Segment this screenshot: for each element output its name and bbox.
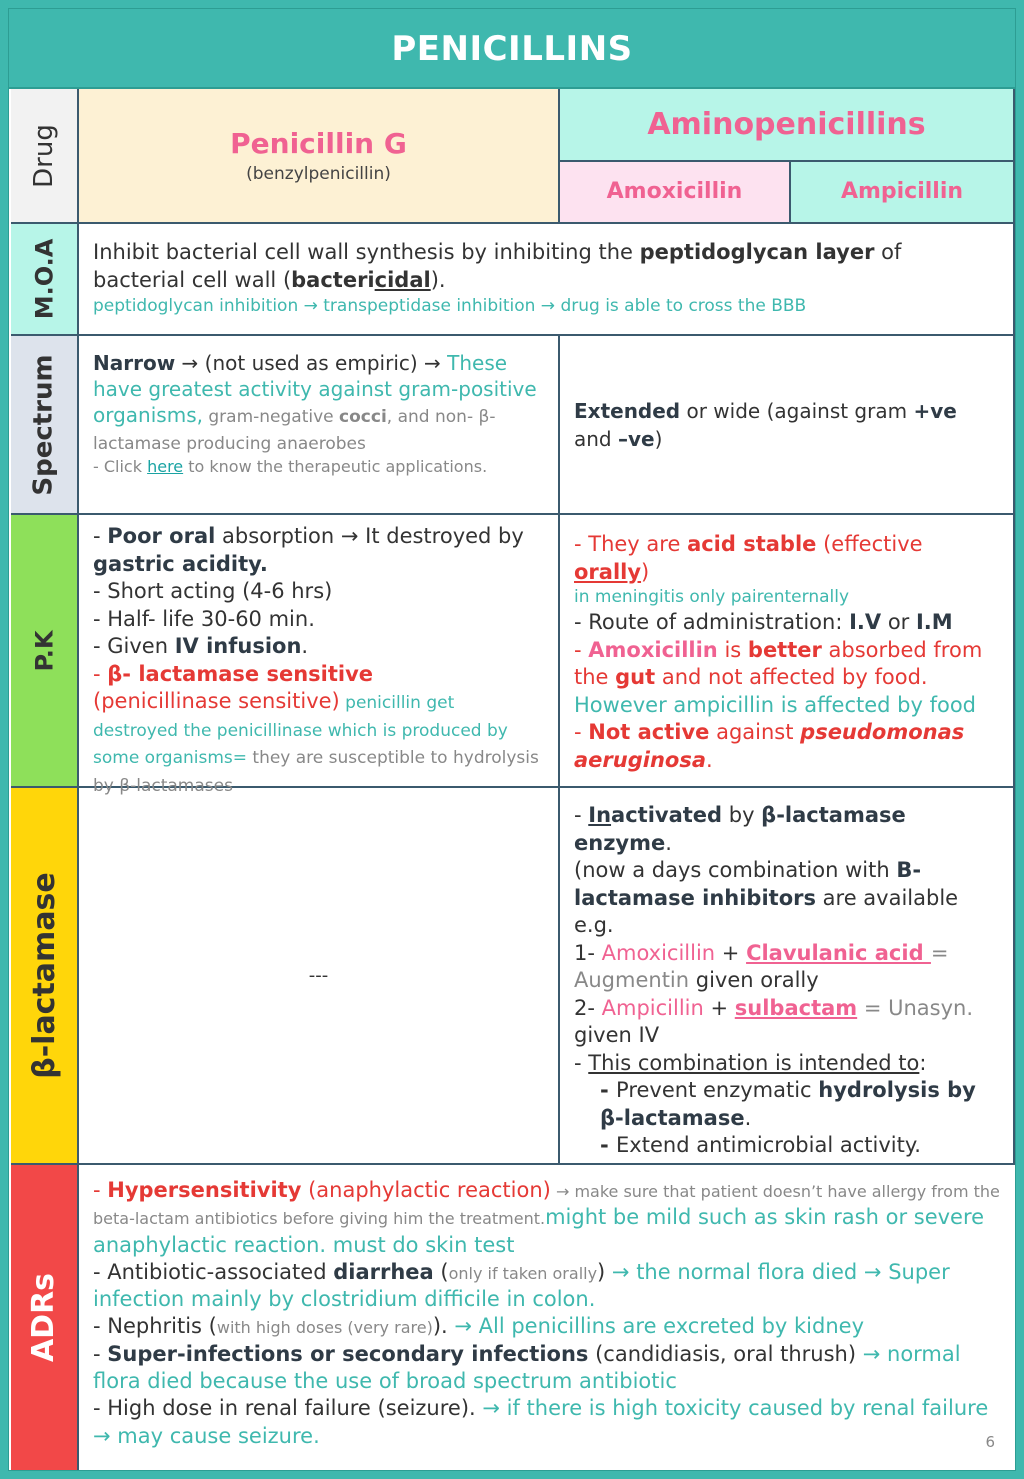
pk-not-active: Not active [588, 720, 710, 744]
pk-penicillin-g [79, 515, 560, 796]
pk-r5e: . [706, 747, 713, 772]
pk-pseudomonas: pseudomonas aeruginosa [574, 720, 965, 772]
adr-2a: - Antibiotic-associated [93, 1259, 334, 1284]
row-label-drug [11, 89, 79, 224]
adr-anaphylactic: (anaphylactic reaction) [301, 1178, 551, 1202]
bl-r3a: 1- [574, 940, 602, 965]
spectrum-right-2: and [574, 426, 618, 451]
pk-r1a: - They are [574, 532, 688, 556]
bl-r1a: - [574, 803, 589, 827]
pk-blactamase-sensitive: β- lactamase sensitive [107, 661, 374, 686]
bl-5 [574, 1050, 999, 1078]
adr-4c: (candidiasis, oral thrush) [588, 1341, 857, 1366]
spectrum-right-1: or wide (against gram [680, 398, 914, 423]
blactamase-dashes: --- [308, 965, 329, 986]
pk-l1a: - [93, 524, 108, 548]
pk-right-1 [574, 531, 999, 586]
spectrum-label: Spectrum [29, 353, 59, 496]
row-label-blactamase [11, 788, 79, 1165]
bl-r3c: + [715, 940, 747, 965]
pk-poor-oral: Poor oral [107, 524, 216, 548]
adr-3b: with high doses (very rare) [216, 1318, 433, 1338]
adr-2c: ( [433, 1259, 449, 1284]
bl-r4f: given IV [574, 1023, 660, 1047]
pk-r4e: absorbed from the [574, 637, 983, 689]
spectrum-click-suffix: to know the therapeutic applications. [183, 457, 488, 476]
pk-gastric: gastric acidity. [93, 551, 268, 576]
adr-1a: - [93, 1178, 108, 1202]
spectrum-click-prefix: - Click [93, 457, 148, 476]
penicillin-g-title: Penicillin G [230, 127, 407, 160]
bl-6 [574, 1077, 999, 1132]
bl-combination: This combination is intended to [588, 1050, 920, 1075]
adr-3 [93, 1313, 1001, 1340]
adr-2d: only if taken orally [448, 1263, 598, 1283]
adr-diarrhea: diarrhea [333, 1259, 434, 1284]
row-label-pk [11, 515, 79, 788]
bl-r1d: by [722, 803, 762, 827]
pk-r4h: However ampicillin is affected by food [574, 692, 977, 717]
bl-r4a: 2- [574, 995, 602, 1020]
bl-r5c: : [919, 1050, 927, 1075]
spectrum-left-3: gram-negative [202, 407, 340, 427]
ampicillin-header: Ampicillin [791, 162, 1015, 224]
pk-left-5 [93, 661, 544, 689]
pk-left-4 [93, 633, 544, 661]
spectrum-left-text [93, 350, 544, 456]
adr-3a: - Nephritis ( [93, 1314, 217, 1339]
adr-2f: → the normal flora died → Super infection mainly by clostridium difficile in colon. [93, 1259, 950, 1312]
bl-3 [574, 940, 999, 995]
pk-im: I.M [915, 610, 953, 634]
adr-hypersensitivity: Hypersensitivity [107, 1178, 302, 1202]
spectrum-left-2: These have greatest activity against gram-positive organisms, [93, 351, 537, 427]
pk-l6c: they are susceptible to hydrolysis by β-lactamases [93, 748, 539, 796]
bl-ampicillin: Ampicillin [601, 995, 704, 1020]
bl-r1f: . [665, 830, 672, 855]
spectrum-right-text [574, 397, 999, 453]
bl-hydrolysis: hydrolysis by β-lactamase [600, 1078, 976, 1130]
pk-r1e: ) [641, 559, 650, 584]
spectrum-right-3: ) [654, 426, 663, 451]
pk-left-3: - Half- life 30-60 min. [93, 606, 315, 631]
pk-acid-stable: acid stable [687, 532, 817, 556]
bl-1 [574, 802, 999, 857]
moa-text [93, 238, 999, 294]
adr-3c: ). [432, 1314, 448, 1339]
spectrum-aminopenicillins [560, 336, 1015, 515]
bl-r6d: . [744, 1105, 752, 1130]
bl-sulbactam: sulbactam [734, 995, 858, 1020]
pk-r4g: and not affected by food. [655, 665, 928, 689]
adr-1 [93, 1177, 1001, 1259]
moa-text-1: Inhibit bacterial cell wall synthesis by inhibiting the [93, 240, 640, 264]
spectrum-cocci: cocci [339, 407, 387, 427]
pk-r5c: against [709, 720, 801, 744]
blactamase-aminopenicillins [560, 788, 1015, 1165]
row-label-spectrum [11, 336, 79, 515]
row-label-adrs [11, 1165, 79, 1470]
bl-r3f: given orally [689, 968, 819, 992]
pk-l4c: . [301, 634, 309, 658]
blactamase-label: β-lactamase [26, 872, 62, 1079]
adr-superinfections: Super-infections or secondary infections [107, 1341, 589, 1366]
spectrum-plus-ve: +ve [913, 398, 957, 423]
adr-4 [93, 1341, 1001, 1396]
adr-1e: might be mild such as skin rash or severe anaphylactic reaction. must do skin test [93, 1205, 985, 1257]
moa-text-2: of bacterial cell wall ( [93, 240, 902, 292]
pk-left-2: - Short acting (4-6 hrs) [93, 579, 333, 603]
spectrum-click-line [93, 456, 544, 478]
pk-better: better [747, 637, 822, 662]
bl-r2c: are available e.g. [574, 885, 959, 937]
bl-r6a: - [600, 1078, 617, 1102]
pk-left-6 [93, 688, 544, 798]
page [8, 8, 1016, 1471]
pk-gut: gut [615, 665, 656, 689]
bl-7 [574, 1132, 999, 1160]
spectrum-left-1: → (not used as empiric) → [175, 351, 448, 375]
spectrum-here-link[interactable]: here [147, 457, 184, 476]
bl-in: In [588, 803, 612, 827]
pk-l1c: absorption → It destroyed by [215, 524, 524, 548]
adr-5b: → if there is high toxicity caused by renal failure → may cause seizure. [93, 1396, 989, 1448]
bl-r5a: - [574, 1050, 589, 1075]
pk-r4a: - [574, 637, 589, 662]
adrs-content [79, 1165, 1015, 1470]
pk-amoxicillin: Amoxicillin [588, 637, 718, 662]
adr-4d: → normal flora died because the use of broad spectrum antibiotic [93, 1341, 961, 1394]
bl-unasyn: = Unasyn. [857, 995, 974, 1020]
adr-5a: - High dose in renal failure (seizure). [93, 1396, 476, 1421]
pk-right-3 [574, 609, 999, 637]
pk-penicillinase-sensitive: (penicillinase sensitive) [93, 689, 340, 713]
bl-4 [574, 995, 999, 1050]
pk-right-2: in meningitis only pairenternally [574, 587, 850, 607]
bl-2 [574, 857, 999, 940]
moa-content [79, 224, 1015, 336]
bl-extend: Extend antimicrobial activity. [616, 1133, 921, 1157]
adr-1d: → make sure that patient doesn’t have allergy from the beta-lactam antibiotics before giving him the treatment. [93, 1182, 1000, 1229]
pk-orally: orally [574, 559, 642, 584]
pk-l4a: - Given [93, 634, 175, 658]
aminopenicillins-header: Aminopenicillins [560, 89, 1015, 162]
bl-clavulanic: Clavulanic acid [746, 940, 931, 965]
pk-aminopenicillins [560, 515, 1015, 788]
adrs-label: ADRs [26, 1272, 62, 1363]
page-number: 6 [985, 1432, 995, 1451]
bl-augmentin: = Augmentin [574, 940, 949, 992]
pk-r5a: - [574, 720, 589, 744]
pk-l6b: penicillin get destroyed the penicillinase which is produced by some organisms= [93, 693, 508, 768]
spectrum-extended: Extended [574, 398, 681, 423]
adr-2e: ) [597, 1259, 606, 1284]
pk-right-5 [574, 719, 999, 774]
bl-r7a: - [600, 1133, 617, 1157]
blactamase-penicillin-g [79, 788, 560, 1165]
adr-2 [93, 1259, 1001, 1314]
pk-label: P.K [30, 630, 58, 671]
pk-left-1 [93, 523, 544, 578]
spectrum-left-4: , and non- β-lactamase producing anaerobes [93, 407, 496, 454]
pk-right-4 [574, 637, 999, 720]
pk-r1c: (effective [816, 532, 923, 556]
pk-iv-infusion: IV infusion [174, 634, 302, 658]
pk-l5a: - [93, 661, 108, 686]
bl-r2a: (now a days combination with [574, 858, 897, 882]
bl-r4c: + [703, 995, 735, 1020]
spectrum-penicillin-g [79, 336, 560, 515]
bl-prevent: Prevent enzymatic [616, 1078, 819, 1102]
pk-r3c: or [881, 610, 916, 634]
spectrum-minus-ve: –ve [617, 426, 655, 451]
adr-3d: → All penicillins are excreted by kidney [447, 1314, 865, 1339]
penicillin-g-header [79, 89, 560, 224]
pk-r3a: - Route of administration: [574, 610, 850, 634]
bl-inhibitors: B-lactamase inhibitors [574, 858, 922, 910]
bl-enzyme: β-lactamase enzyme [574, 803, 906, 855]
pk-r4c: is [717, 637, 748, 662]
page-title: PENICILLINS [9, 9, 1015, 89]
adr-5 [93, 1395, 1001, 1450]
moa-label: M.O.A [30, 238, 59, 320]
moa-text-3: ). [430, 268, 446, 292]
bl-activated: activated [611, 803, 723, 827]
moa-cidal: cidal [374, 268, 431, 292]
moa-bacteri: bacteri [291, 268, 375, 292]
penicillin-g-subtitle: (benzylpenicillin) [246, 164, 391, 184]
moa-note: peptidoglycan inhibition → transpeptidase inhibition → drug is able to cross the BBB [93, 296, 807, 316]
adr-4a: - [93, 1341, 108, 1366]
spectrum-narrow: Narrow [93, 351, 176, 375]
amoxicillin-header: Amoxicillin [560, 162, 791, 224]
pk-iv: I.V [849, 610, 882, 634]
row-label-moa [11, 224, 79, 336]
bl-amoxicillin: Amoxicillin [601, 940, 716, 965]
drug-label: Drug [28, 123, 59, 188]
moa-peptidoglycan: peptidoglycan layer [639, 240, 875, 264]
